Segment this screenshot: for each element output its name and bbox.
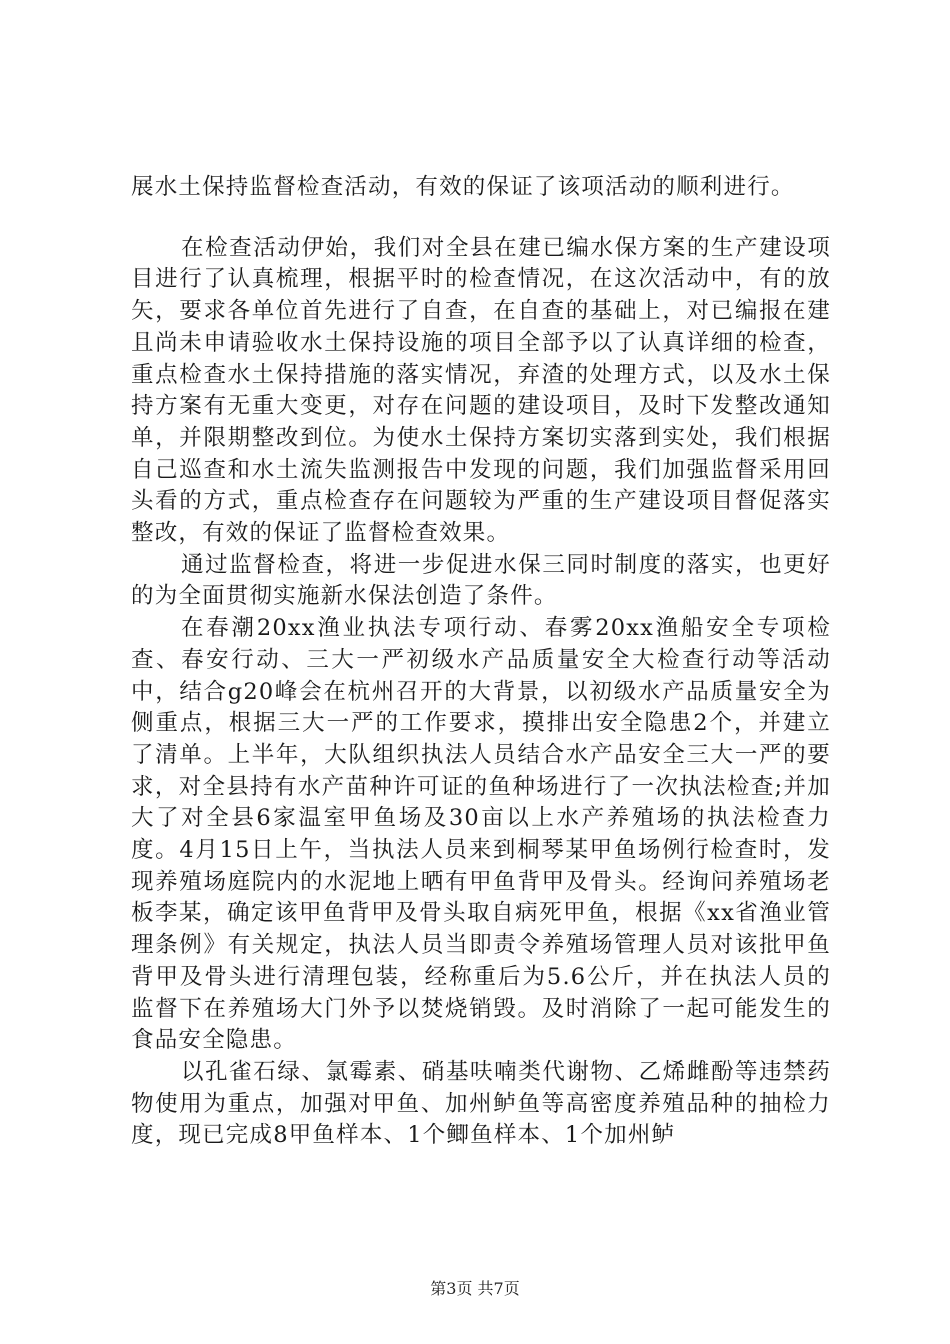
document-body [131, 172, 831, 1152]
paragraph-fishery-enforcement: 在春潮20xx渔业执法专项行动、春雾20xx渔船安全专项检查、春安行动、三大一严初级水产品质量安全大检查行动等活动中，结合g20峰会在杭州召开的大背景，以初级水产品质量安全为侧重点，根据三大一严的工作要求，摸排出安全隐患2个，并建立了清单。上半年，大队组织执法人员结合水产品安全三大一严的要求，对全县持有水产苗种许可证的鱼种场进行了一次执法检查;并加大了对全县6家温室甲鱼场及30亩以上水产养殖场的执法检查力度。4月15日上午，当执法人员来到桐琴某甲鱼场例行检查时，发现养殖场庭院内的水泥地上晒有甲鱼背甲及骨头。经询问养殖场老板李某，确定该甲鱼背甲及骨头取自病死甲鱼，根据《xx省渔业管理条例》有关规定，执法人员当即责令养殖场管理人员对该批甲鱼背甲及骨头进行清理包装，经称重后为5.6公斤，并在执法人员的监督下在养殖场大门外予以焚烧销毁。及时消除了一起可能发生的食品安全隐患。 [131, 615, 831, 1054]
page-number-footer: 第3页 共7页 [430, 1279, 520, 1298]
paragraph-continuation: 展水土保持监督检查活动，有效的保证了该项活动的顺利进行。 [131, 174, 795, 200]
paragraph-supervision-result: 通过监督检查，将进一步促进水保三同时制度的落实，也更好的为全面贯彻实施新水保法创造了条件。 [131, 551, 831, 610]
paragraph-drug-inspection: 以孔雀石绿、氯霉素、硝基呋喃类代谢物、乙烯雌酚等违禁药物使用为重点，加强对甲鱼、加州鲈鱼等高密度养殖品种的抽检力度，现已完成8甲鱼样本、1个鲫鱼样本、1个加州鲈 [131, 1058, 831, 1149]
paragraph-inspection-activity: 在检查活动伊始，我们对全县在建已编水保方案的生产建设项目进行了认真梳理，根据平时的检查情况，在这次活动中，有的放矢，要求各单位首先进行了自查，在自查的基础上，对已编报在建且尚未申请验收水土保持设施的项目全部予以了认真详细的检查，重点检查水土保持措施的落实情况，弃渣的处理方式，以及水土保持方案有无重大变更，对存在问题的建设项目，及时下发整改通知单，并限期整改到位。为使水土保持方案切实落到实处，我们根据自己巡查和水土流失监测报告中发现的问题，我们加强监督采用回头看的方式，重点检查存在问题较为严重的生产建设项目督促落实整改，有效的保证了监督检查效果。 [131, 234, 831, 547]
